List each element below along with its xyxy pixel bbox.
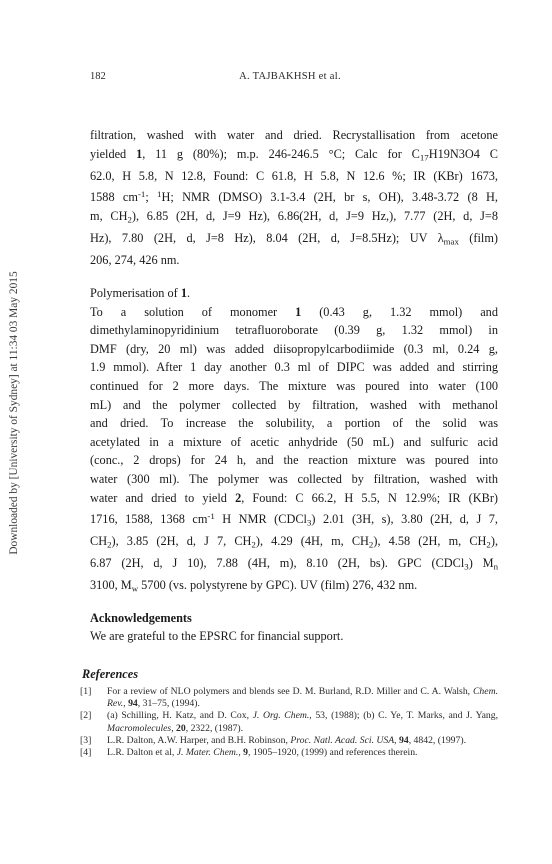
text-line: acetylated in a mixture of acetic anhydride (50 mL) and sulfuric acid bbox=[90, 434, 498, 449]
text-line: To a solution of monomer 1 (0.43 g, 1.32 mmol) and bbox=[90, 304, 498, 319]
reference-number: [1] bbox=[80, 686, 92, 697]
text-line: 1716, 1588, 1368 $cm^{-1}$ H NMR (CDCl$_3$) 2.01 (3H, s), 3.80 (2H, d, J 7, bbox=[90, 511, 498, 528]
download-watermark-text: Downloaded by [University of Sydney] at 11:34 03 May 2015 bbox=[8, 270, 20, 555]
polymerisation-paragraph bbox=[90, 284, 498, 598]
text-line: continued for 2 more days. The mixture was poured into water (100 bbox=[90, 378, 498, 393]
reference-item bbox=[80, 686, 498, 710]
references-heading: References bbox=[82, 667, 138, 681]
text-line: 206, 274, 426 nm. bbox=[90, 252, 180, 267]
text-line: 1588 $cm^{-1}$; $^1$H; NMR (DMSO) 3.1-3.4 (2H, br s, OH), 3.48-3.72 (8 H, bbox=[90, 189, 498, 205]
text-line: 3100, $M_w$ 5700 (vs. polystyrene by GPC). UV (film) 276, 432 nm. bbox=[90, 578, 418, 594]
text-line: filtration, washed with water and dried. Recrystallisation from acetone bbox=[90, 128, 498, 142]
text-line: water and dried to yield 2, Found: C 66.2, H 5.5, N 12.9%; IR (KBr) bbox=[90, 490, 499, 505]
reference-list bbox=[80, 686, 498, 759]
reference-item bbox=[80, 710, 498, 734]
text-line: yielded 1, 11 g (80%); m.p. 246-246.5 °C; Calc for $C_{17}H19N3O4$ C bbox=[90, 146, 498, 163]
text-line: dimethylaminopyridinium tetrafluoroborate (0.39 g, 1.32 mmol) in bbox=[90, 323, 498, 338]
text-line: DMF (dry, 20 ml) was added diisopropylcarbodiimide (0.3 ml, 0.24 g, bbox=[90, 341, 498, 356]
reference-text: (a) Schilling, H. Katz, and D. Cox, J. Org. Chem., 53, (1988); (b) C. Ye, T. Marks, and J. Yang, Macromolecules, 20, 2322, (1987). bbox=[107, 710, 499, 734]
reference-number: [2] bbox=[80, 710, 92, 722]
text-line: water (300 ml). The polymer was collected by filtration, washed with bbox=[90, 471, 498, 486]
reference-number: [3] bbox=[80, 734, 92, 746]
acknowledgements-text: We are grateful to the EPSRC for financial support. bbox=[90, 629, 344, 643]
text-line: and dried. To increase the solubility, a portion of the solid was bbox=[90, 416, 498, 431]
reference-text: L.R. Dalton, A.W. Harper, and B.H. Robinson, Proc. Natl. Acad. Sci. USA, 94, 4842, (1997). bbox=[107, 734, 467, 746]
text-line: 6.87 (2H, d, J 10), 7.88 (4H, m), 8.10 (2H, bs). GPC (CDCl$_3$) $M_n$ bbox=[90, 556, 498, 572]
text-line: 1.9 mmol). After 1 day another 0.3 ml of DIPC was added and stirring bbox=[90, 360, 498, 375]
reference-text: L.R. Dalton et al, J. Mater. Chem., 9, 1905–1920, (1999) and references therein. bbox=[107, 747, 418, 759]
reference-item bbox=[80, 747, 498, 759]
text-line: $CH_2$), 3.85 (2H, d, J 7, $CH_2$), 4.29 (4H, m, $CH_2$), 4.58 (2H, m, $CH_2$), bbox=[90, 534, 499, 550]
text-line: (conc., 2 drops) for 24 h, and the reaction mixture was poured into bbox=[90, 453, 498, 468]
text-line: mL) and the polymer collected by filtration, washed with methanol bbox=[90, 397, 498, 412]
text-line: m, $CH_2$), 6.85 (2H, d, J=9 Hz), 6.86(2H, d, J=9 Hz,), 7.77 (2H, d, J=8 bbox=[90, 208, 498, 225]
reference-number: [4] bbox=[80, 747, 92, 759]
download-watermark bbox=[7, 215, 21, 610]
reference-item bbox=[80, 735, 498, 747]
page-number: 182 bbox=[90, 71, 106, 82]
acknowledgements-heading: Acknowledgements bbox=[90, 611, 192, 625]
reference-text: For a review of NLO polymers and blends see D. M. Burland, R.D. Miller and C. A. Walsh, Chem. Rev., 94, 31–75, (1994). bbox=[107, 686, 498, 710]
running-head: A. TAJBAKHSH et al. bbox=[239, 71, 341, 82]
section-heading: Polymerisation of 1. bbox=[90, 286, 191, 300]
experimental-paragraph bbox=[90, 126, 498, 270]
text-line: 62.0, H 5.8, N 12.8, Found: C 61.8, H 5.8, N 12.6 %; IR (KBr) 1673, bbox=[90, 168, 498, 183]
text-line: Hz), 7.80 (2H, d, J=8 Hz), 8.04 (2H, d, J=8.5Hz); UV $\lambda_{max}$ (film) bbox=[90, 230, 498, 247]
